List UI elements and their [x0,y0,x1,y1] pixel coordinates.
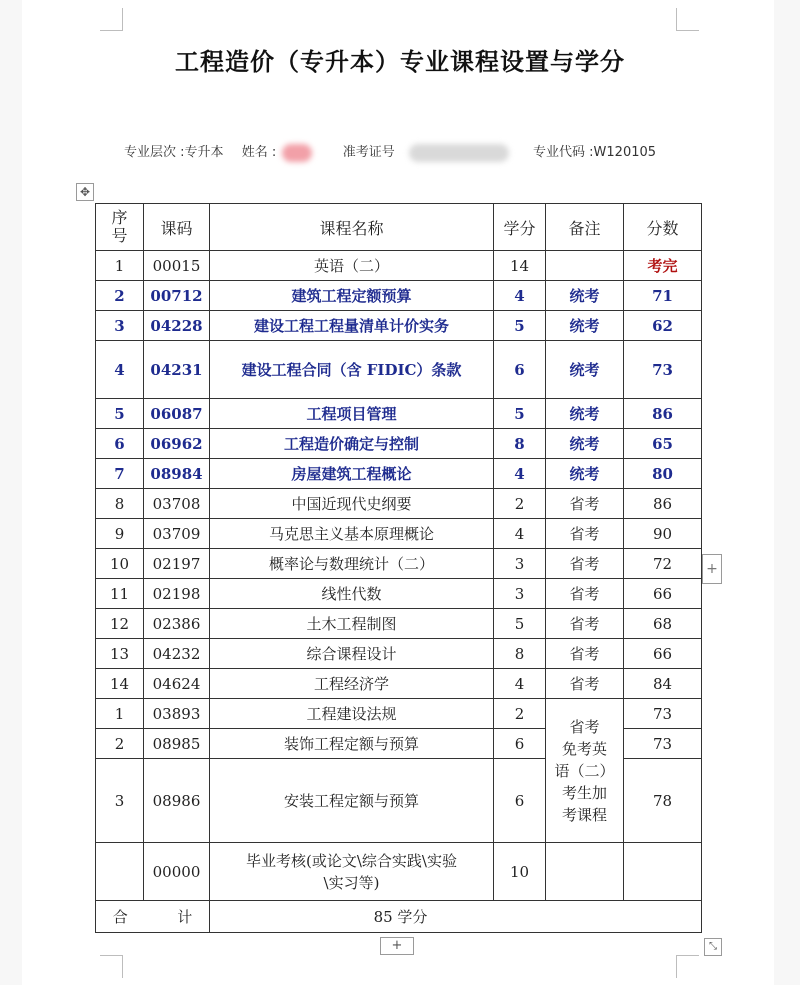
total-label-a: 合 [112,908,128,926]
row-credit: 5 [494,609,546,639]
header-seq: 序号 [96,204,144,251]
row-note [546,251,624,281]
row-credit: 4 [494,459,546,489]
level-label: 专业层次 :专升本 [124,145,224,160]
table-row [96,459,702,489]
row-code: 02197 [144,549,210,579]
exam-id-label: 准考证号 [342,145,395,160]
row-credit: 14 [494,251,546,281]
row-note: 省考 [546,489,624,519]
table-move-handle-icon[interactable]: ✥ [76,183,94,201]
row-score: 86 [624,399,702,429]
row-code: 00015 [144,251,210,281]
row-score: 90 [624,519,702,549]
crop-mark-top-right [676,8,699,31]
row-note: 统考 [546,399,624,429]
row-code: 03708 [144,489,210,519]
row-score: 73 [624,341,702,399]
row-course-name [210,843,494,901]
extra-note-line: 语（二） [554,761,615,780]
table-row [96,579,702,609]
row-code: 00712 [144,281,210,311]
row-credit: 2 [494,699,546,729]
row-credit: 3 [494,549,546,579]
row-course-name: 工程造价确定与控制 [210,429,494,459]
row-code: 08984 [144,459,210,489]
row-code: 08986 [144,759,210,843]
thesis-name-line-2: \实习等) [323,873,380,892]
row-credit: 6 [494,341,546,399]
row-credit: 4 [494,519,546,549]
row-note: 省考 [546,639,624,669]
row-seq: 1 [96,251,144,281]
row-score: 84 [624,669,702,699]
table-row [96,429,702,459]
row-course-name: 工程经济学 [210,669,494,699]
row-seq: 6 [96,429,144,459]
total-credits: 85 学分 [210,901,702,933]
row-score: 80 [624,459,702,489]
row-credit: 6 [494,759,546,843]
row-score: 73 [624,729,702,759]
row-score: 73 [624,699,702,729]
row-code: 06962 [144,429,210,459]
row-seq: 7 [96,459,144,489]
row-seq: 2 [96,281,144,311]
crop-mark-bottom-left [100,955,123,978]
row-credit: 6 [494,729,546,759]
row-note: 省考 [546,519,624,549]
row-credit: 2 [494,489,546,519]
row-score: 62 [624,311,702,341]
row-score: 66 [624,639,702,669]
row-note: 省考 [546,579,624,609]
row-seq: 1 [96,699,144,729]
row-course-name: 马克思主义基本原理概论 [210,519,494,549]
table-row [96,699,702,729]
row-seq: 8 [96,489,144,519]
table-row [96,399,702,429]
row-seq: 11 [96,579,144,609]
row-credit: 4 [494,281,546,311]
header-credit: 学分 [494,204,546,251]
header-row [96,204,702,251]
row-seq: 5 [96,399,144,429]
extra-note-line: 考课程 [561,805,607,824]
row-credit: 5 [494,399,546,429]
row-credit: 8 [494,639,546,669]
row-code: 06087 [144,399,210,429]
total-label-b: 计 [177,908,193,926]
crop-mark-bottom-right [676,955,699,978]
row-code: 04228 [144,311,210,341]
row-code: 00000 [144,843,210,901]
student-info-line [124,141,656,162]
extra-courses-note [546,699,624,843]
row-course-name: 房屋建筑工程概论 [210,459,494,489]
row-seq: 3 [96,311,144,341]
table-row [96,669,702,699]
total-row [96,901,702,933]
row-code: 02386 [144,609,210,639]
thesis-row [96,843,702,901]
row-note: 统考 [546,429,624,459]
row-note [546,843,624,901]
row-credit: 4 [494,669,546,699]
crop-mark-top-left [100,8,123,31]
table-row [96,639,702,669]
row-seq: 2 [96,729,144,759]
row-code: 08985 [144,729,210,759]
row-note: 统考 [546,311,624,341]
row-seq: 3 [96,759,144,843]
thesis-name-line-1: 毕业考核(或论文\综合实践\实验 [246,851,457,870]
table-row [96,609,702,639]
table-row [96,281,702,311]
row-code: 03893 [144,699,210,729]
table-row [96,341,702,399]
row-course-name: 中国近现代史纲要 [210,489,494,519]
document-title: 工程造价（专升本）专业课程设置与学分 [175,48,625,76]
extra-note-line: 省考 [569,717,600,736]
course-table [95,203,702,933]
row-credit: 10 [494,843,546,901]
row-seq: 9 [96,519,144,549]
table-row [96,489,702,519]
row-seq: 10 [96,549,144,579]
row-course-name: 英语（二） [210,251,494,281]
row-score [624,843,702,901]
row-course-name: 工程建设法规 [210,699,494,729]
row-credit: 3 [494,579,546,609]
row-credit: 5 [494,311,546,341]
header-code: 课码 [144,204,210,251]
table-resize-handle-icon[interactable]: ⤡ [704,938,722,956]
row-score: 68 [624,609,702,639]
name-label: 姓名 : [241,145,277,160]
row-score: 65 [624,429,702,459]
row-seq: 13 [96,639,144,669]
row-code: 03709 [144,519,210,549]
header-course-name: 课程名称 [210,204,494,251]
table-row [96,549,702,579]
row-note: 省考 [546,549,624,579]
row-note: 省考 [546,609,624,639]
add-column-button[interactable]: + [702,554,722,584]
row-score: 86 [624,489,702,519]
row-score: 考完 [624,251,702,281]
row-seq: 12 [96,609,144,639]
header-score: 分数 [624,204,702,251]
row-seq: 14 [96,669,144,699]
row-code: 04624 [144,669,210,699]
row-seq [96,843,144,901]
add-row-button[interactable]: + [380,937,414,955]
row-code: 04231 [144,341,210,399]
table-row [96,251,702,281]
redacted-name [282,144,312,162]
extra-note-line: 考生加 [561,783,607,802]
row-course-name: 线性代数 [210,579,494,609]
total-label [96,901,210,933]
row-score: 71 [624,281,702,311]
row-course-name: 建设工程工程量清单计价实务 [210,311,494,341]
row-course-name: 工程项目管理 [210,399,494,429]
row-note: 统考 [546,459,624,489]
header-note: 备注 [546,204,624,251]
row-note: 统考 [546,281,624,311]
row-note: 省考 [546,669,624,699]
row-code: 04232 [144,639,210,669]
row-score: 72 [624,549,702,579]
row-course-name: 概率论与数理统计（二） [210,549,494,579]
row-credit: 8 [494,429,546,459]
major-code-label: 专业代码 :W120105 [533,145,657,160]
row-seq: 4 [96,341,144,399]
row-course-name: 安装工程定额与预算 [210,759,494,843]
row-score: 78 [624,759,702,843]
row-course-name: 土木工程制图 [210,609,494,639]
extra-note-line: 免考英 [561,739,607,758]
row-code: 02198 [144,579,210,609]
row-course-name: 装饰工程定额与预算 [210,729,494,759]
row-course-name: 建设工程合同（含 FIDIC）条款 [210,341,494,399]
redacted-exam-id [409,144,509,162]
row-score: 66 [624,579,702,609]
row-course-name: 综合课程设计 [210,639,494,669]
row-course-name: 建筑工程定额预算 [210,281,494,311]
row-note: 统考 [546,341,624,399]
table-row [96,519,702,549]
table-row [96,311,702,341]
